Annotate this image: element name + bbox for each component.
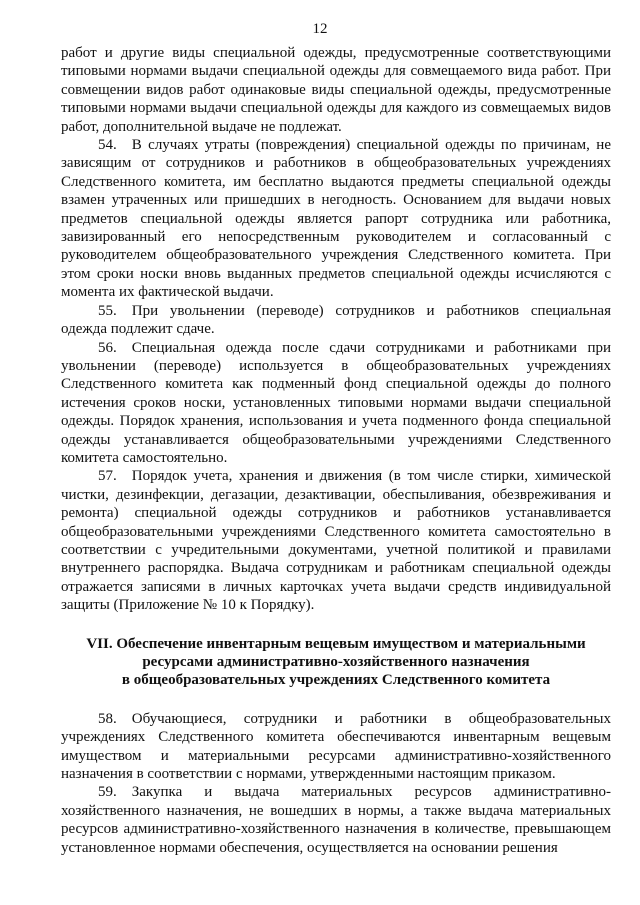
page-number: 12: [312, 21, 328, 37]
paragraph-58: 58. Обучающиеся, сотрудники и работники в общеобразовательных учреждениях Следственного комитета обеспечиваются инвентарным вещевым имуществом и материальными ресурсами административно-хозяйственного назначения в соответствии с нормами, утвержденными настоящим приказом.: [61, 710, 611, 783]
paragraph-54: 54. В случаях утраты (повреждения) специальной одежды по причинам, не зависящим от сотрудников и работников в общеобразовательных учреждениях Следственного комитета, им бесплатно выдаются предметы специальной одежды взамен утраченных или пришедших в негодность. Основанием для выдачи новых предметов специальной одежды является рапорт сотрудника или работника, завизированный его непосредственным руководителем и согласованный с руководителем общеобразовательного учреждения Следственного комитета. При этом сроки носки вновь выданных предметов специальной одежды исчисляются с момента их фактической выдачи.: [61, 137, 611, 301]
document-body: [61, 44, 611, 857]
paragraph-56: 56. Специальная одежда после сдачи сотрудниками и работниками при увольнении (переводе) используется в общеобразовательных учреждениях Следственного комитета как подменный фонд специальной одежды до полного истечения сроков носки, установленных типовыми нормами выдачи специальной одежды. Порядок хранения, использования и учета подменного фонда специальной одежды устанавливается общеобразовательными учреждениями Следственного комитета самостоятельно.: [61, 339, 611, 466]
paragraph-53-continuation: работ и другие виды специальной одежды, предусмотренные соответствующими типовыми нормами выдачи специальной одежды для совмещаемого вида работ. При совмещении видов работ одинаковые виды специальной одежды, предусмотренные типовыми нормами выдачи специальной одежды для каждого из совмещаемых видов работ, дополнительной выдаче не подлежат.: [61, 45, 611, 135]
paragraph-57: 57. Порядок учета, хранения и движения (в том числе стирки, химической чистки, дезинфекции, дегазации, дезактивации, обеспыливания, обезвреживания и ремонта) специальной одежды сотрудников и работников устанавливается общеобразовательными учреждениями Следственного комитета самостоятельно в соответствии с учредительными документами, учетной политикой и правилами внутреннего распорядка. Выдача сотрудникам и работникам специальной одежды отражается записями в личных карточках учета выдачи средств индивидуальной защиты (Приложение № 10 к Порядку).: [61, 468, 611, 614]
section-heading: [61, 635, 611, 690]
paragraph-59: 59. Закупка и выдача материальных ресурсов административно-хозяйственного назначения, не вошедших в нормы, а также выдача материальных ресурсов административно-хозяйственного назначения в количестве, превышающем установленное нормами обеспечения, осуществляется на основании решения: [61, 784, 611, 856]
section-heading-line-1: VII. Обеспечение инвентарным вещевым имуществом и материальными: [86, 635, 586, 652]
section-heading-line-3: в общеобразовательных учреждениях Следственного комитета: [121, 672, 551, 689]
paragraph-55: 55. При увольнении (переводе) сотрудников и работников специальная одежда подлежит сдаче.: [61, 302, 611, 338]
section-heading-line-2: ресурсами административно-хозяйственного назначения: [142, 654, 530, 670]
